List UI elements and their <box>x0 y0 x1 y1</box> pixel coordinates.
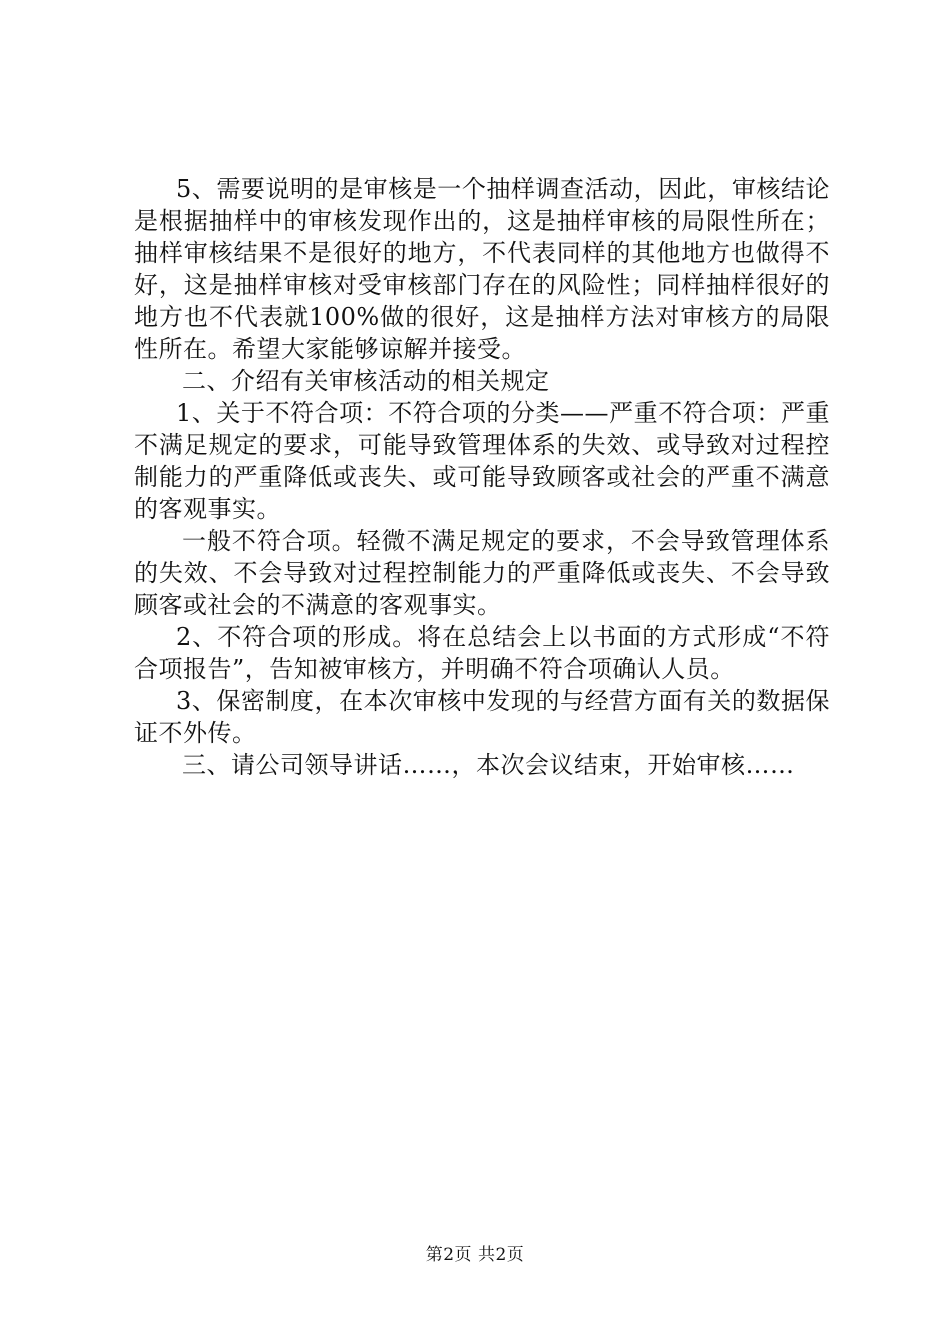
section-heading-leader-speech: 三、请公司领导讲话……，本次会议结束，开始审核…… <box>182 751 795 779</box>
paragraph-sampling-note: 5、需要说明的是审核是一个抽样调查活动，因此，审核结论是根据抽样中的审核发现作出的，这是抽样审核的局限性所在；抽样审核结果不是很好的地方，不代表同样的其他地方也做得不好，这是抽样审核对受审核部门存在的风险性；同样抽样很好的地方也不代表就100%做的很好，这是抽样方法对审核方的局限性所在。希望大家能够谅解并接受。 <box>134 175 830 363</box>
paragraph-confidentiality: 3、保密制度，在本次审核中发现的与经营方面有关的数据保证不外传。 <box>134 687 830 747</box>
paragraph-minor-nonconformity: 一般不符合项。轻微不满足规定的要求，不会导致管理体系的失效、不会导致对过程控制能力的严重降低或丧失、不会导致顾客或社会的不满意的客观事实。 <box>134 527 830 619</box>
paragraph-nonconformity-report: 2、不符合项的形成。将在总结会上以书面的方式形成“不符合项报告”，告知被审核方，并明确不符合项确认人员。 <box>134 623 830 683</box>
section-heading-audit-rules: 二、介绍有关审核活动的相关规定 <box>182 367 550 395</box>
paragraph-major-nonconformity: 1、关于不符合项：不符合项的分类——严重不符合项：严重不满足规定的要求，可能导致管理体系的失效、或导致对过程控制能力的严重降低或丧失、或可能导致顾客或社会的严重不满意的客观事实。 <box>134 399 830 523</box>
document-body <box>134 173 830 781</box>
page-footer: 第2页 共2页 <box>425 1245 525 1265</box>
